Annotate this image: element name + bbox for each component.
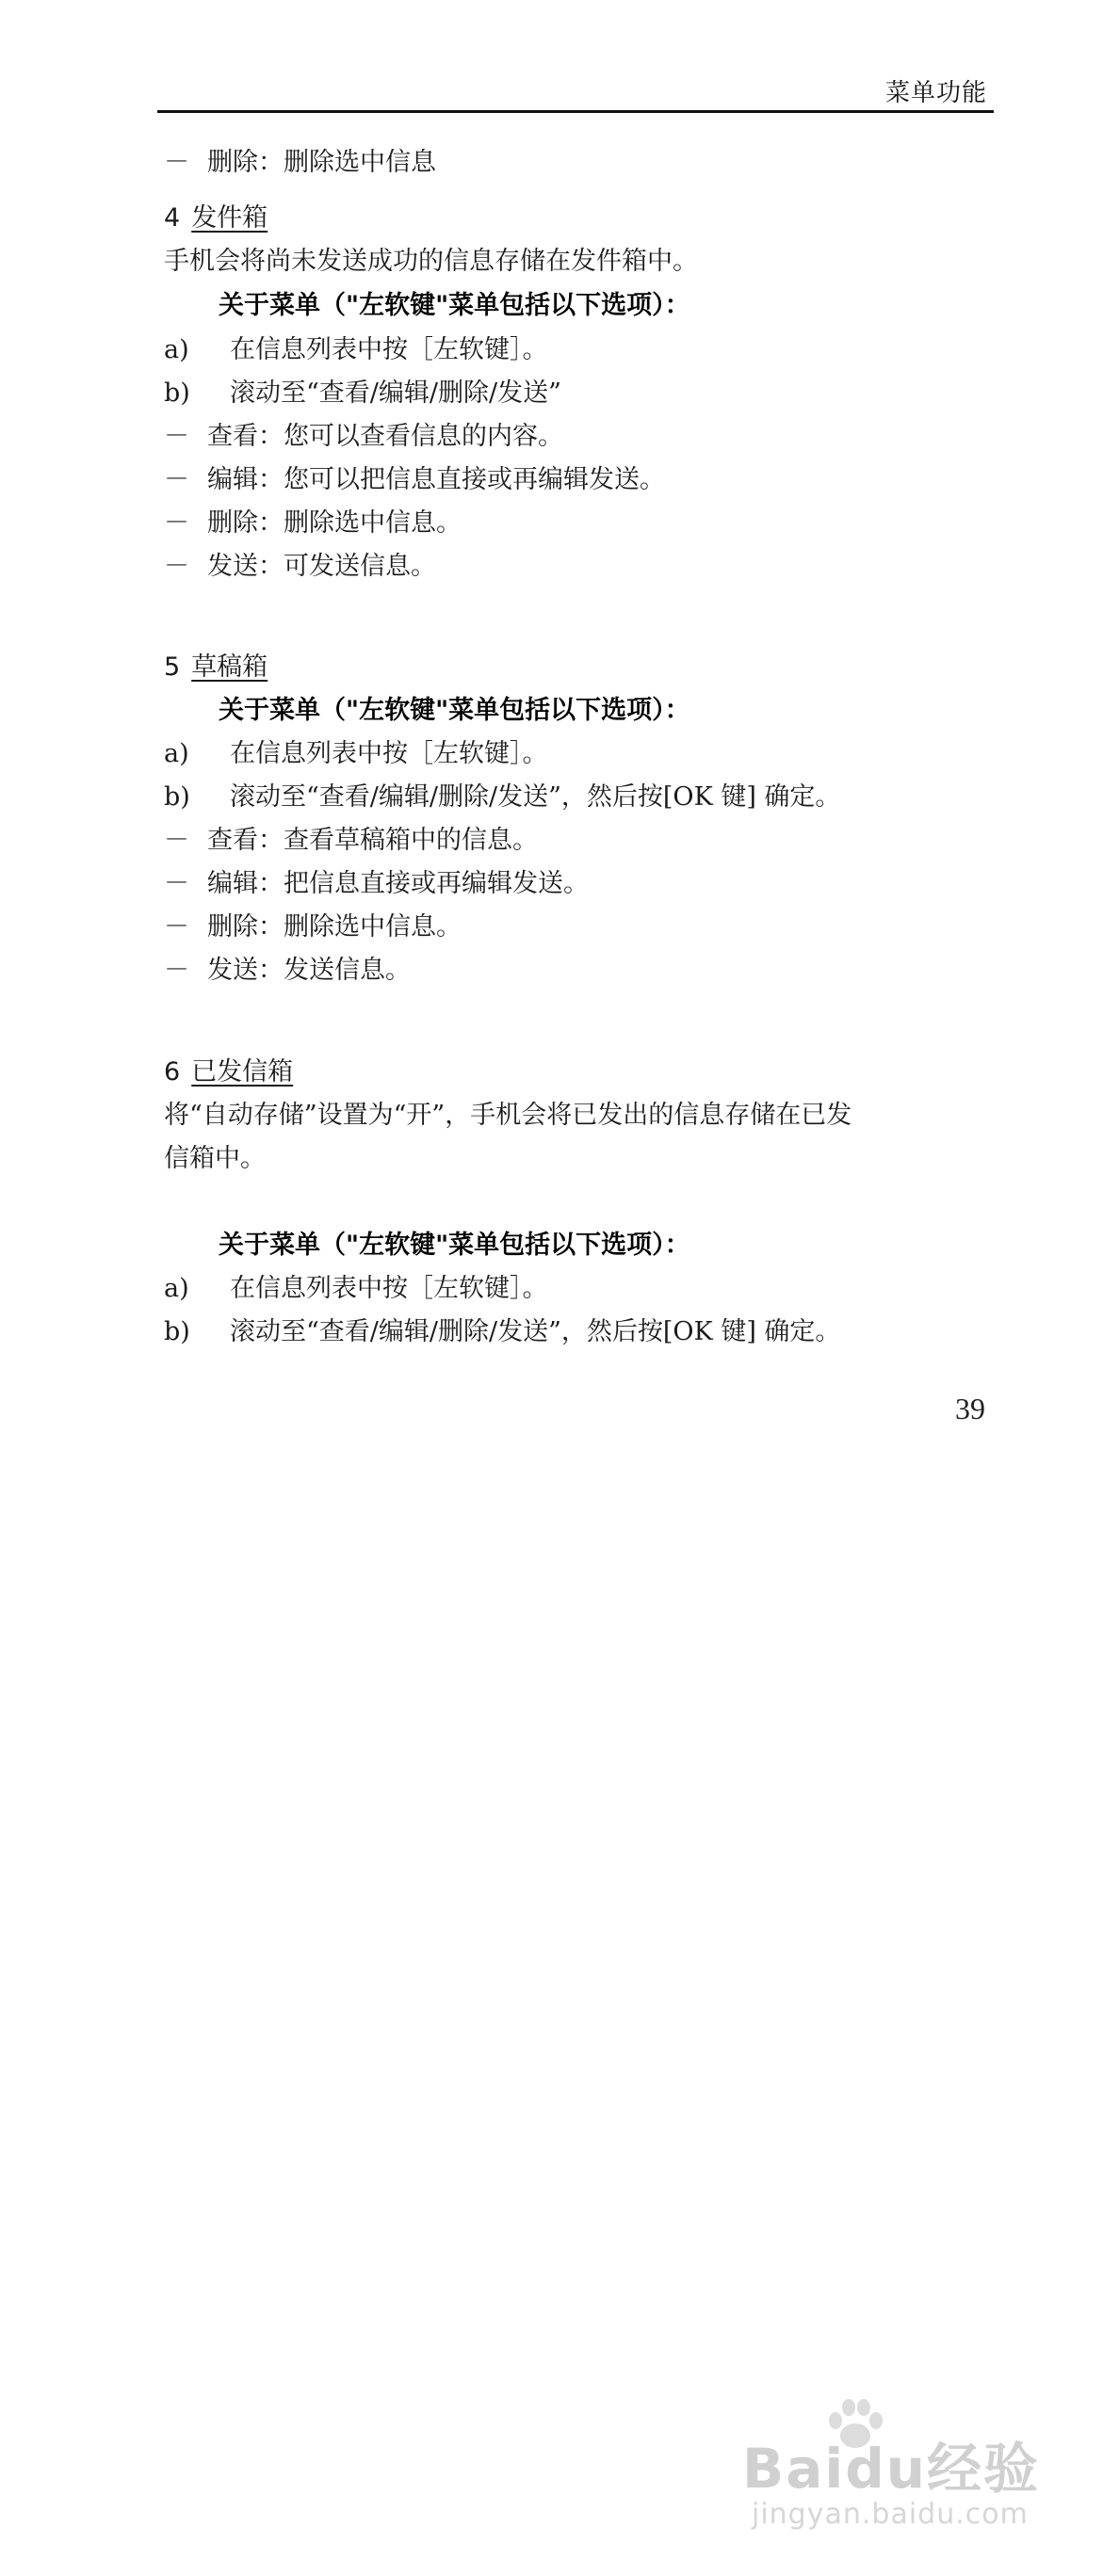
section-description-line: 信箱中。 [164,1144,266,1173]
section-number: 4 [164,203,181,233]
step-text: 在信息列表中按［左软键］。 [230,739,548,768]
section-heading-outbox [164,202,268,234]
baidu-watermark [733,2424,1044,2547]
section-number: 6 [164,1057,181,1087]
option-item [164,421,563,453]
step-text: 在信息列表中按［左软键］。 [230,335,548,364]
menu-title: 关于菜单（"左软键"菜单包括以下选项）： [219,1231,690,1260]
header-title: 菜单功能 [884,79,987,107]
dash-marker: － [164,552,189,581]
watermark-logo: Baidu经验 [742,2437,1041,2501]
step-marker: b) [164,782,190,812]
option-item [164,955,411,987]
option-text: 查看：查看草稿箱中的信息。 [207,826,538,855]
step-item [164,378,561,410]
dash-marker: － [164,912,189,942]
option-text: 编辑：您可以把信息直接或再编辑发送。 [207,465,665,494]
step-marker: b) [164,378,190,408]
step-item [164,781,840,813]
watermark-url: jingyan.baidu.com [752,2498,1029,2531]
step-item [164,1316,840,1348]
section-heading-sent [164,1056,293,1088]
section-heading-drafts [164,652,268,684]
step-text: 滚动至“查看/编辑/删除/发送”，然后按[OK 键] 确定。 [230,1317,841,1346]
option-item [164,464,665,496]
dash-marker: － [164,422,189,451]
step-text: 在信息列表中按［左软键］。 [230,1274,548,1303]
step-item [164,334,548,366]
option-text: 删除：删除选中信息。 [207,912,462,942]
page-number: 39 [955,1392,985,1425]
step-marker: a) [164,1274,189,1303]
option-item [164,825,538,857]
section-number: 5 [164,652,181,682]
dash-marker: － [164,465,189,494]
option-item [164,911,462,943]
step-text: 滚动至“查看/编辑/删除/发送” [230,378,561,408]
step-marker: a) [164,739,189,768]
section-name: 已发信箱 [191,1057,294,1087]
option-text: 发送：可发送信息。 [207,552,436,581]
option-text: 删除：删除选中信息。 [207,508,462,538]
section-description: 手机会将尚未发送成功的信息存储在发件箱中。 [164,247,698,276]
option-text: 查看：您可以查看信息的内容。 [207,422,563,451]
step-marker: a) [164,335,189,364]
intro-text: 删除：删除选中信息 [207,148,436,177]
step-text: 滚动至“查看/编辑/删除/发送”，然后按[OK 键] 确定。 [230,782,841,812]
step-item [164,1273,548,1305]
step-item [164,738,548,770]
option-item [164,868,589,900]
intro-line [164,147,436,179]
section-name: 草稿箱 [191,652,268,682]
menu-title: 关于菜单（"左软键"菜单包括以下选项）： [219,696,690,725]
dash-marker: － [164,508,189,538]
dash-marker: － [164,826,189,855]
dash-marker: － [164,869,189,898]
dash-marker: － [164,148,189,177]
step-marker: b) [164,1317,190,1346]
dash-marker: － [164,956,189,985]
option-text: 编辑：把信息直接或再编辑发送。 [207,869,589,898]
option-item [164,551,436,583]
section-description-line: 将“自动存储”设置为“开”，手机会将已发出的信息存储在已发 [164,1101,852,1130]
option-text: 发送：发送信息。 [207,956,411,985]
option-item [164,507,462,539]
menu-title: 关于菜单（"左软键"菜单包括以下选项）： [219,291,690,320]
header-rule [157,110,994,113]
section-name: 发件箱 [191,203,268,233]
